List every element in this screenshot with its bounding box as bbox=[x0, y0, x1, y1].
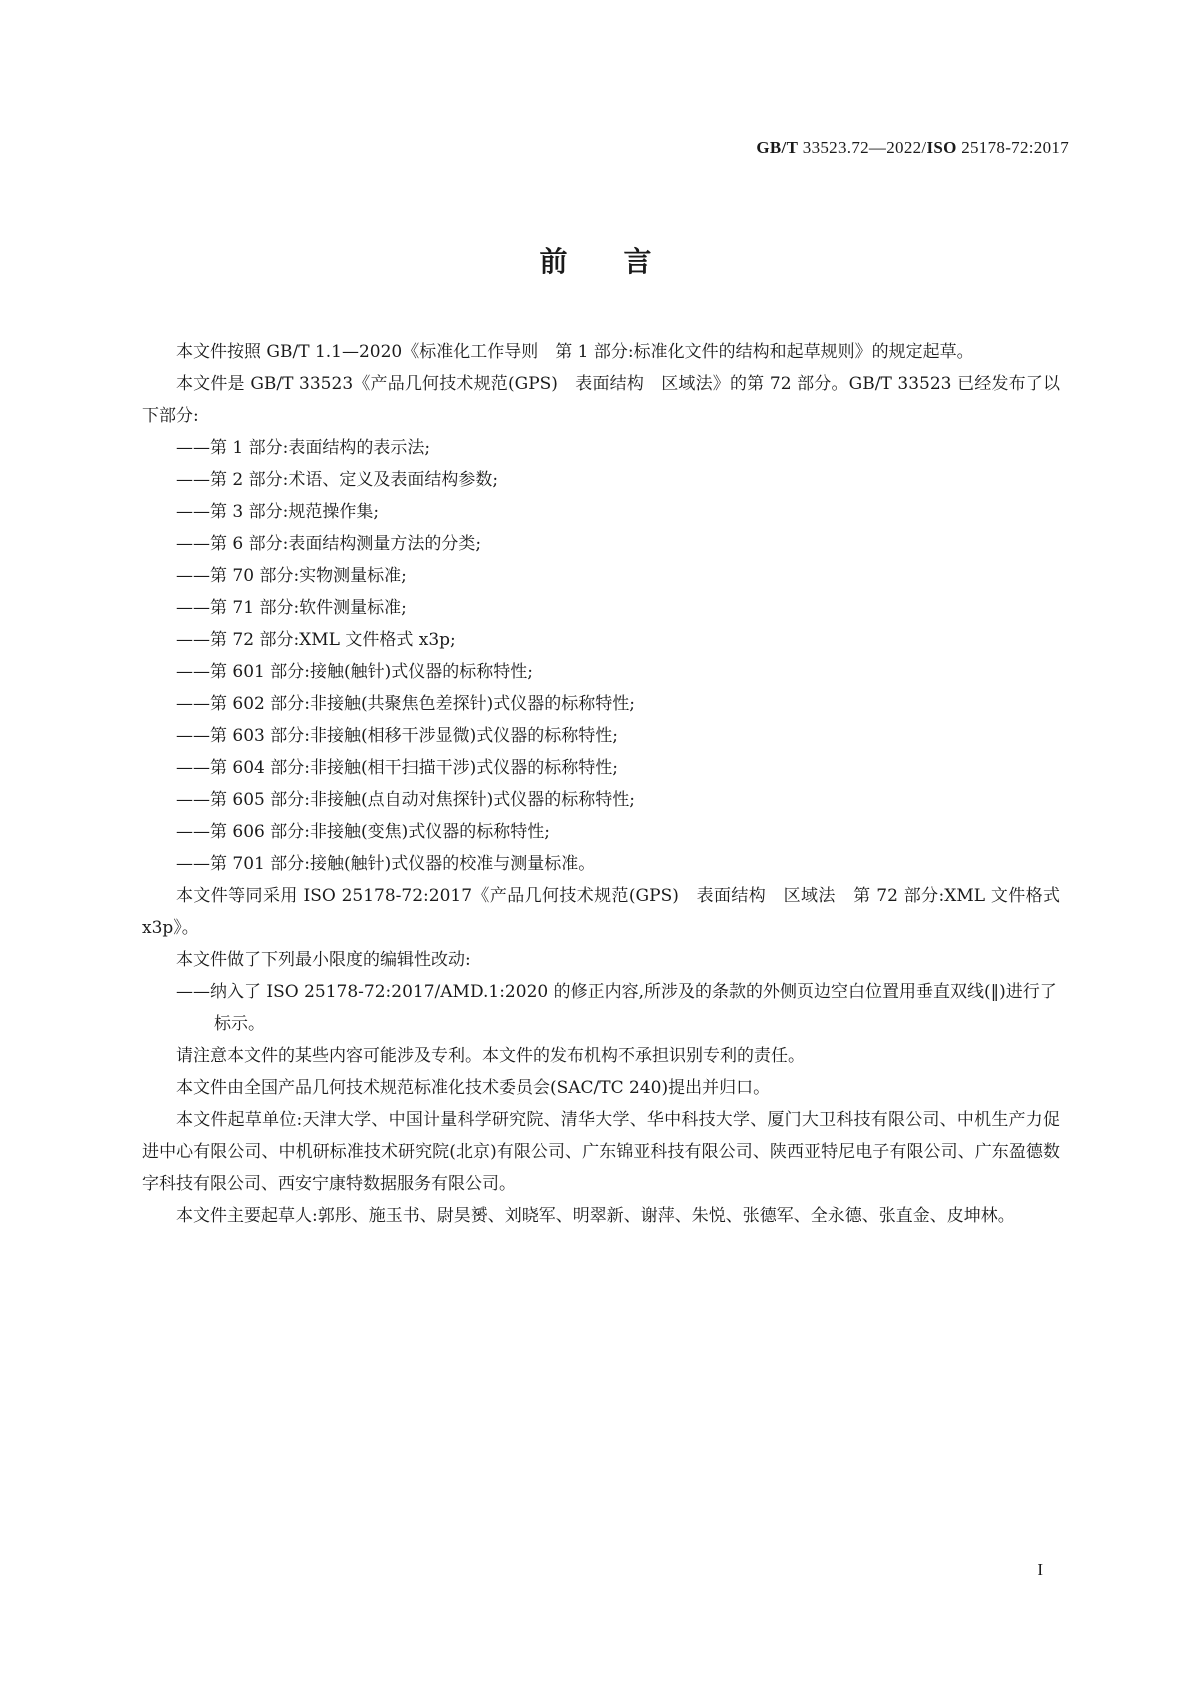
doc-code-gbt: GB/T bbox=[756, 138, 799, 157]
part-list-item: ——第 602 部分:非接触(共聚焦色差探针)式仪器的标称特性; bbox=[176, 694, 635, 714]
part-list-item: ——第 70 部分:实物测量标准; bbox=[176, 566, 407, 586]
doc-code-number: 33523.72—2022/ bbox=[798, 138, 927, 157]
doc-code-iso-number: 25178-72:2017 bbox=[956, 138, 1069, 157]
part-list-item: ——第 601 部分:接触(触针)式仪器的标称特性; bbox=[176, 662, 533, 682]
part-list-item: ——第 6 部分:表面结构测量方法的分类; bbox=[176, 534, 482, 554]
part-list-item: ——第 1 部分:表面结构的表示法; bbox=[176, 438, 431, 458]
page-title: 前言 bbox=[539, 245, 708, 278]
part-list-item: ——第 605 部分:非接触(点自动对焦探针)式仪器的标称特性; bbox=[176, 790, 635, 810]
part-list-item: ——第 606 部分:非接触(变焦)式仪器的标称特性; bbox=[176, 822, 550, 842]
paragraph-drafting-units: 本文件起草单位:天津大学、中国计量科学研究院、清华大学、华中科技大学、厦门大卫科技有限公司、中机生产力促进中心有限公司、中机研标准技术研究院(北京)有限公司、广东锦亚科技有限公司、陕西亚特尼电子有限公司、广东盈德数字科技有限公司、西安宁康特数据服务有限公司。 bbox=[142, 1110, 1060, 1194]
part-list-item: ——第 604 部分:非接触(相干扫描干涉)式仪器的标称特性; bbox=[176, 758, 618, 778]
part-list-item: ——第 71 部分:软件测量标准; bbox=[176, 598, 407, 618]
paragraph-series-intro: 本文件是 GB/T 33523《产品几何技术规范(GPS) 表面结构 区域法》的第 72 部分。GB/T 33523 已经发布了以下部分: bbox=[142, 374, 1060, 426]
paragraph-patent-notice: 请注意本文件的某些内容可能涉及专利。本文件的发布机构不承担识别专利的责任。 bbox=[176, 1046, 805, 1066]
paragraph-committee: 本文件由全国产品几何技术规范标准化技术委员会(SAC/TC 240)提出并归口。 bbox=[176, 1078, 771, 1098]
part-list-item: ——第 3 部分:规范操作集; bbox=[176, 502, 380, 522]
page-number: I bbox=[1037, 1560, 1043, 1579]
paragraph-editorial-changes: 本文件做了下列最小限度的编辑性改动: bbox=[176, 950, 471, 970]
part-list-item: ——第 603 部分:非接触(相移干涉显微)式仪器的标称特性; bbox=[176, 726, 618, 746]
paragraph-adoption: 本文件等同采用 ISO 25178-72:2017《产品几何技术规范(GPS) 表面结构 区域法 第 72 部分:XML 文件格式 x3p》。 bbox=[142, 886, 1060, 938]
part-list-item: ——第 72 部分:XML 文件格式 x3p; bbox=[176, 630, 456, 650]
part-list-item: ——第 2 部分:术语、定义及表面结构参数; bbox=[176, 470, 499, 490]
document-code bbox=[756, 138, 1069, 158]
editorial-change-item: ——纳入了 ISO 25178-72:2017/AMD.1:2020 的修正内容,所涉及的条款的外侧页边空白位置用垂直双线(‖)进行了标示。 bbox=[176, 982, 1057, 1034]
paragraph-drafting-rules: 本文件按照 GB/T 1.1—2020《标准化工作导则 第 1 部分:标准化文件的结构和起草规则》的规定起草。 bbox=[176, 342, 974, 362]
part-list-item: ——第 701 部分:接触(触针)式仪器的校准与测量标准。 bbox=[176, 854, 596, 874]
preface-body bbox=[142, 336, 1060, 1232]
doc-code-iso: ISO bbox=[926, 138, 957, 157]
paragraph-drafters: 本文件主要起草人:郭彤、施玉书、尉昊赟、刘晓军、明翠新、谢萍、朱悦、张德军、全永德、张直金、皮坤林。 bbox=[176, 1206, 1015, 1226]
